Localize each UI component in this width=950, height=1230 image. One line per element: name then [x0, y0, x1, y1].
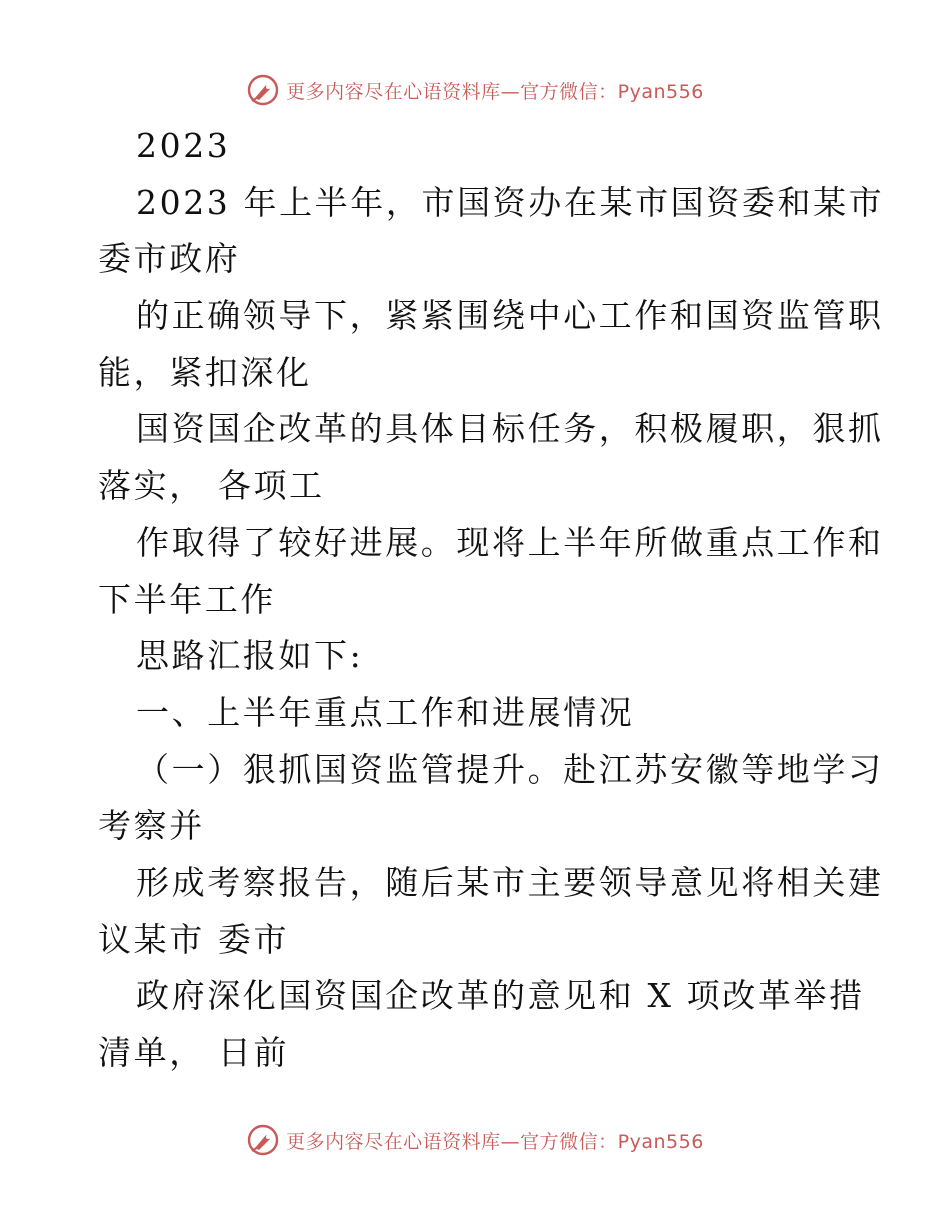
doc-line-5: 能，紧扣深化	[98, 352, 312, 392]
doc-line-17: 清单， 日前	[98, 1033, 290, 1072]
pen-nib-logo-icon	[246, 1123, 280, 1157]
doc-line-13: 考察并	[98, 806, 205, 846]
doc-line-1: 2023	[136, 126, 231, 165]
doc-line-10: 思路汇报如下:	[136, 636, 364, 676]
doc-line-7: 落实， 各项工	[98, 466, 325, 506]
doc-line-8: 作取得了较好进展。现将上半年所做重点工作和	[136, 522, 884, 562]
header-watermark-banner	[0, 70, 950, 110]
footer-watermark-banner	[0, 1120, 950, 1160]
doc-line-9: 下半年工作	[98, 579, 276, 619]
doc-line-2: 2023 年上半年，市国资办在某市国资委和某市	[136, 182, 885, 222]
header-banner-text: 更多内容尽在心语资料库—官方微信：Pyan556	[286, 80, 704, 103]
doc-line-14: 形成考察报告，随后某市主要领导意见将相关建	[136, 862, 884, 902]
section-heading: 一、上半年重点工作和进展情况	[136, 692, 635, 732]
document-body	[98, 118, 885, 1082]
doc-line-16: 政府深化国资国企改革的意见和 X 项改革举措	[136, 976, 865, 1016]
doc-line-3: 委市政府	[98, 239, 241, 279]
doc-line-12: （一）狠抓国资监管提升。赴江苏安徽等地学习	[136, 749, 884, 789]
doc-line-4: 的正确领导下，紧紧围绕中心工作和国资监管职	[136, 296, 884, 336]
pen-nib-logo-icon	[246, 73, 280, 107]
doc-line-15: 议某市 委市	[98, 919, 290, 959]
footer-banner-text: 更多内容尽在心语资料库—官方微信：Pyan556	[286, 1130, 704, 1153]
doc-line-6: 国资国企改革的具体目标任务，积极履职，狠抓	[136, 409, 884, 449]
